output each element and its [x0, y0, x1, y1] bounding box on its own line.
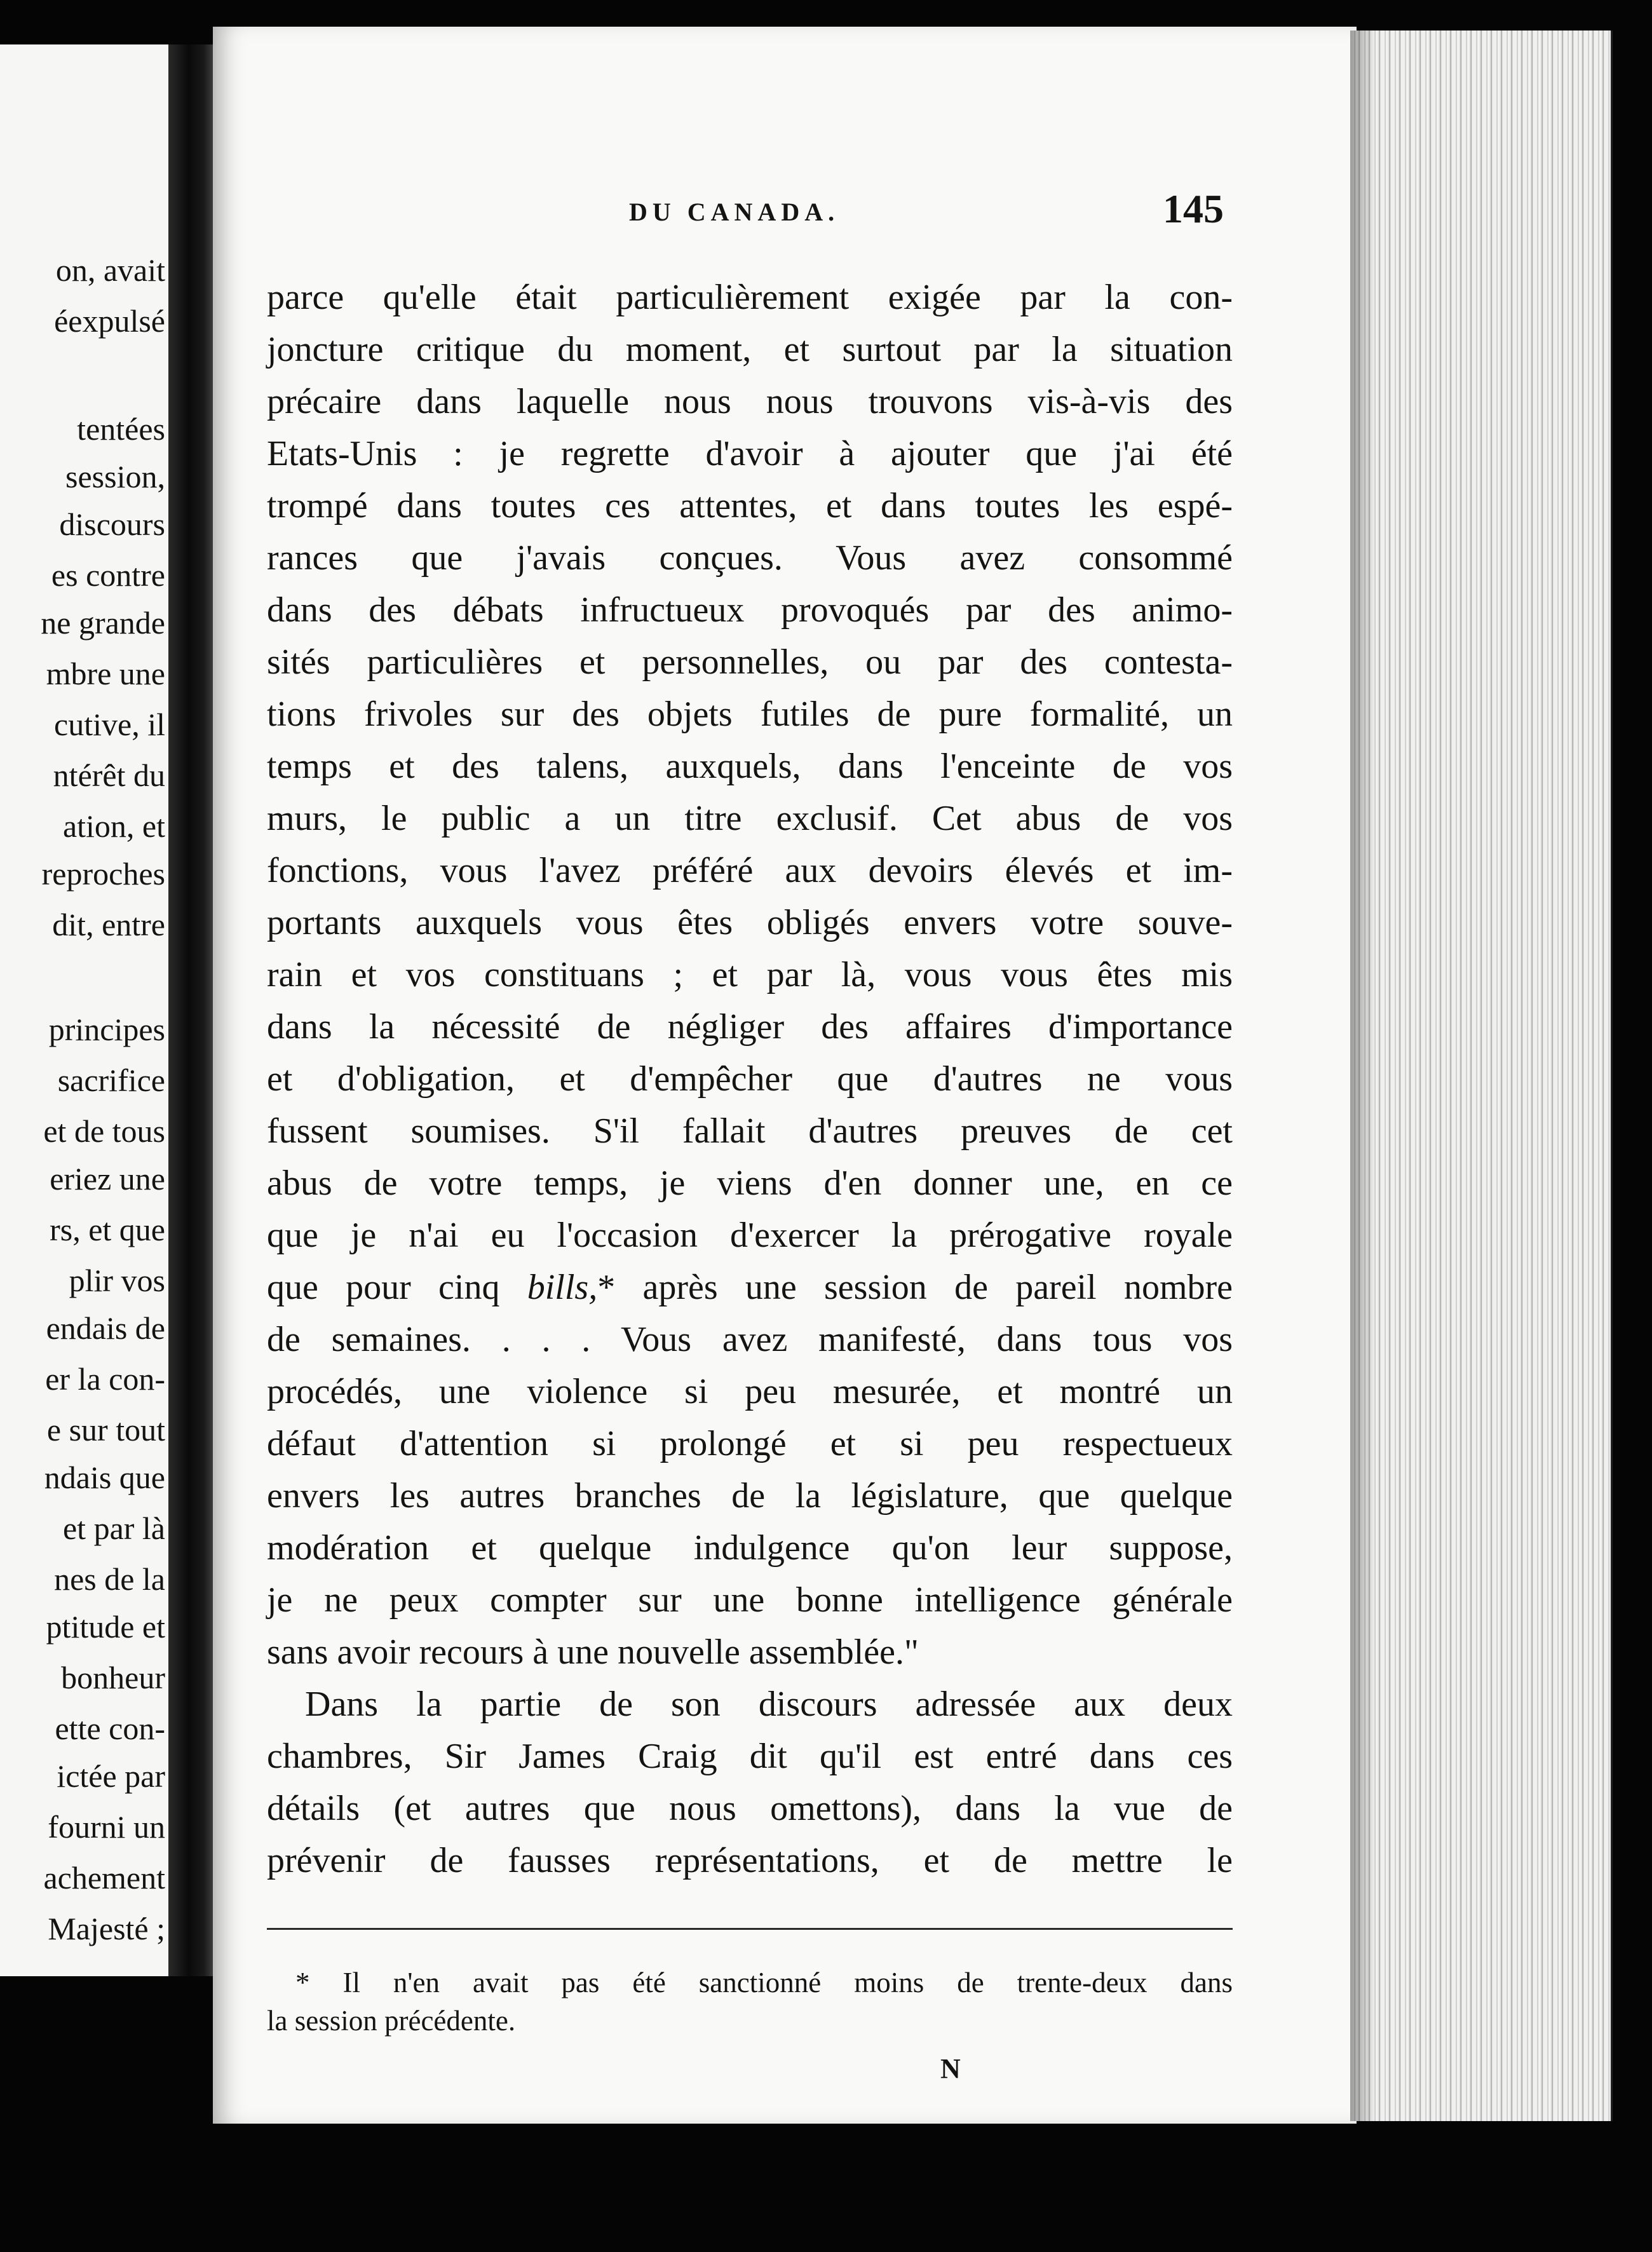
text-line: et d'obligation, et d'empêcher que d'autres ne vous	[267, 1059, 1233, 1099]
left-page-fragment: et de tous	[43, 1113, 165, 1149]
page-number: 145	[1163, 186, 1224, 231]
text-line: précaire dans laquelle nous nous trouvons vis-à-vis des	[267, 382, 1233, 421]
left-page-fragment: mbre une	[46, 656, 165, 691]
left-page-fragment: plir vos	[69, 1263, 165, 1298]
left-page-fragment: e sur tout	[46, 1412, 165, 1448]
left-page-fragment: et par là	[62, 1510, 165, 1546]
left-page-fragment: Majesté ;	[48, 1911, 165, 1946]
paragraph-start: Dans la partie de son discours adressée aux deux	[305, 1685, 1233, 1724]
text-line: envers les autres branches de la législature, que quelque	[267, 1476, 1233, 1516]
text-line-start: que pour cinq	[267, 1268, 500, 1307]
running-title: DU CANADA.	[629, 198, 840, 226]
left-page-fragment: ette con-	[55, 1711, 165, 1746]
text-line: modération et quelque indulgence qu'on leur suppose,	[267, 1528, 1233, 1568]
text-line: dans des débats infructueux provoqués par des animo-	[267, 590, 1233, 630]
left-page-fragment: ptitude et	[46, 1609, 165, 1645]
text-line: défaut d'attention si prolongé et si peu respectueux	[267, 1424, 1233, 1463]
left-page-fragment: reproches	[41, 856, 165, 892]
text-line: tions frivoles sur des objets futiles de pure formalité, un	[267, 695, 1233, 734]
left-page-fragment: session,	[65, 459, 165, 494]
left-page-fragment: dit, entre	[52, 907, 165, 942]
left-page-fragment: ntérêt du	[53, 757, 165, 793]
text-line: que je n'ai eu l'occasion d'exercer la prérogative royale	[267, 1216, 1233, 1255]
text-line: prévenir de fausses représentations, et de mettre le	[267, 1841, 1233, 1880]
text-line: dans la nécessité de négliger des affaires d'importance	[267, 1007, 1233, 1047]
page-header	[213, 186, 1357, 236]
text-line: portants auxquels vous êtes obligés envers votre souve-	[267, 903, 1233, 942]
text-line: chambres, Sir James Craig dit qu'il est entré dans ces	[267, 1737, 1233, 1776]
text-line: abus de votre temps, je viens d'en donner une, en ce	[267, 1163, 1233, 1203]
italic-word: bills,	[527, 1268, 598, 1307]
text-line-bills	[267, 1261, 1233, 1313]
signature-mark: N	[940, 2053, 961, 2084]
left-page-fragment: fourni un	[48, 1809, 165, 1845]
left-page-fragment: principes	[48, 1012, 165, 1047]
text-line: de semaines. . . . Vous avez manifesté, dans tous vos	[267, 1320, 1233, 1359]
left-page-fragment: nes de la	[54, 1561, 165, 1597]
left-page-fragment: tentées	[77, 411, 165, 447]
left-page-fragment: es contre	[51, 557, 165, 593]
left-page-fragment: bonheur	[61, 1660, 165, 1695]
main-page	[213, 27, 1357, 2124]
text-line: fonctions, vous l'avez préféré aux devoirs élevés et im-	[267, 851, 1233, 890]
text-line: je ne peux compter sur une bonne intelligence générale	[267, 1580, 1233, 1620]
text-line: trompé dans toutes ces attentes, et dans toutes les espé-	[267, 486, 1233, 526]
left-page-fragment: rs, et que	[50, 1212, 165, 1247]
left-page-fragment: er la con-	[45, 1361, 165, 1397]
text-line: joncture critique du moment, et surtout par la situation	[267, 330, 1233, 369]
text-line: sités particulières et personnelles, ou par des contesta-	[267, 642, 1233, 682]
left-page-fragment: endais de	[46, 1310, 165, 1346]
left-facing-page	[0, 44, 178, 1976]
left-page-fragment: discours	[59, 506, 165, 542]
left-page-fragment: ictée par	[57, 1758, 165, 1794]
body-text	[267, 271, 1233, 1887]
left-page-fragment: ndais que	[44, 1460, 165, 1495]
left-page-fragment: achement	[43, 1860, 165, 1896]
footnote-rule	[267, 1928, 1233, 1930]
text-line: fussent soumises. S'il fallait d'autres preuves de cet	[267, 1111, 1233, 1151]
text-line: rances que j'avais conçues. Vous avez consommé	[267, 538, 1233, 578]
page-edges	[1350, 31, 1613, 2121]
text-line: détails (et autres que nous omettons), dans la vue de	[267, 1789, 1233, 1828]
text-line: murs, le public a un titre exclusif. Cet abus de vos	[267, 799, 1233, 838]
left-page-fragment: cutive, il	[54, 707, 165, 742]
left-page-fragment: ne grande	[41, 605, 165, 641]
text-line: sans avoir recours à une nouvelle assemblée."	[267, 1632, 919, 1672]
book-gutter	[168, 44, 219, 1976]
footnote-line: la session précédente.	[267, 2005, 516, 2037]
text-line: parce qu'elle était particulièrement exigée par la con-	[267, 278, 1233, 317]
left-page-fragment: ation, et	[62, 808, 165, 844]
left-page-fragment: sacrifice	[57, 1062, 165, 1098]
left-page-fragment: on, avait	[55, 252, 165, 288]
text-line: procédés, une violence si peu mesurée, et montré un	[267, 1372, 1233, 1411]
text-line: temps et des talens, auxquels, dans l'enceinte de vos	[267, 747, 1233, 786]
left-page-fragment: eriez une	[50, 1161, 165, 1197]
text-line-end: * après une session de pareil nombre	[597, 1268, 1233, 1307]
left-page-fragment: éexpulsé	[54, 303, 165, 339]
text-line: rain et vos constituans ; et par là, vous vous êtes mis	[267, 955, 1233, 994]
text-line: Etats-Unis : je regrette d'avoir à ajouter que j'ai été	[267, 434, 1233, 473]
footnote-line: * Il n'en avait pas été sanctionné moins de trente-deux dans	[295, 1967, 1233, 1998]
